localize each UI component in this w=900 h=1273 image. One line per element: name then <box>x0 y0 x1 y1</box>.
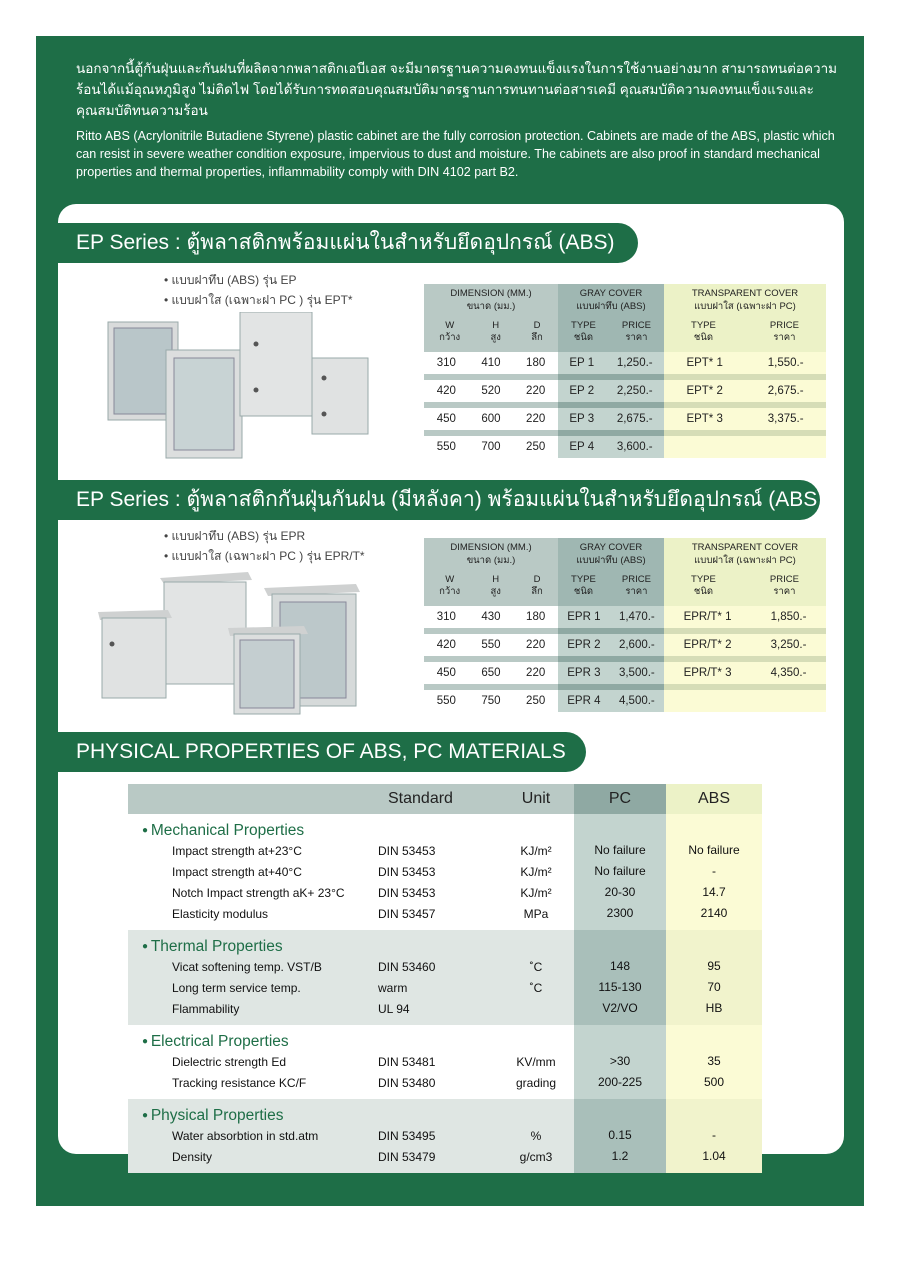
property-group-header <box>128 930 762 956</box>
table-row <box>128 882 762 903</box>
dim-h: 700 <box>481 441 501 453</box>
dim-w: 420 <box>436 385 456 397</box>
gray-type: EP 3 <box>569 413 595 425</box>
property-unit: KJ/m² <box>520 885 552 900</box>
dimension-header-th: ขนาด (มม.) <box>466 555 516 566</box>
table-row <box>128 977 762 998</box>
dimension-cell <box>424 634 558 656</box>
abs-column-fill <box>666 1025 762 1051</box>
property-group-title: ● Thermal Properties <box>128 938 574 956</box>
table-row <box>424 352 826 374</box>
property-standard: DIN 53457 <box>378 906 436 921</box>
table-row <box>424 662 826 684</box>
h-header-th: สูง <box>490 586 501 597</box>
property-abs-value: HB <box>666 998 762 1019</box>
gray-type: EPR 2 <box>567 639 601 651</box>
property-name: Long term service temp. <box>172 980 301 995</box>
dimension-cell <box>424 380 558 402</box>
gray-price: 2,675.- <box>616 413 653 425</box>
property-name: Vicat softening temp. VST/B <box>172 959 322 974</box>
price-header-th: ราคา <box>625 332 648 343</box>
property-standard: UL 94 <box>378 1001 410 1016</box>
price-header-th: ราคา <box>773 586 796 597</box>
transparent-cover-cell <box>664 436 826 458</box>
trans-type: EPT* 3 <box>686 413 723 425</box>
property-pc-value: V2/VO <box>574 998 666 1019</box>
gray-type: EP 1 <box>569 357 595 369</box>
dim-h: 550 <box>481 639 501 651</box>
abs-column-fill <box>666 930 762 956</box>
property-pc-value: 148 <box>574 956 666 977</box>
property-standard: DIN 53495 <box>378 1128 436 1143</box>
h-header-th: สูง <box>490 332 501 343</box>
w-header: W <box>445 574 455 585</box>
w-header-th: กว้าง <box>439 332 461 343</box>
dim-w: 550 <box>436 695 456 707</box>
physical-table-header <box>128 784 762 814</box>
property-pc-value: 0.15 <box>574 1125 666 1146</box>
ep-series-title: EP Series : ตู้พลาสติกพร้อมแผ่นในสำหรับยึดอุปกรณ์ (ABS) <box>36 223 638 263</box>
table-row <box>424 408 826 430</box>
dim-w: 310 <box>436 357 456 369</box>
gray-cover-header: GRAY COVER <box>579 288 643 299</box>
transparent-cover-cell <box>664 634 826 656</box>
property-standard: DIN 53460 <box>378 959 436 974</box>
trans-price: 1,550.- <box>767 357 804 369</box>
page-frame <box>36 36 864 1206</box>
trans-type: EPR/T* 2 <box>683 639 732 651</box>
property-group-header <box>128 1099 762 1125</box>
gray-cover-cell <box>558 690 664 712</box>
dim-d: 180 <box>526 357 546 369</box>
pc-header: PC <box>574 784 666 814</box>
property-unit: MPa <box>523 906 549 921</box>
property-pc-value: 1.2 <box>574 1146 666 1167</box>
dim-h: 430 <box>481 611 501 623</box>
epr-bullet-2: • แบบฝาใส (เฉพาะฝา PC ) รุ่น EPR/T* <box>164 546 365 566</box>
property-unit: KJ/m² <box>520 864 552 879</box>
gray-type: EPR 4 <box>567 695 601 707</box>
property-abs-value: 500 <box>666 1072 762 1093</box>
type-header: TYPE <box>571 320 596 331</box>
property-name: Tracking resistance KC/F <box>172 1075 307 1090</box>
price-header: PRICE <box>621 320 651 331</box>
type-header-th: ชนิด <box>573 332 593 343</box>
gray-cover-cell <box>558 606 664 628</box>
table-row <box>128 861 762 882</box>
property-unit: ˚C <box>529 959 543 974</box>
dimension-cell <box>424 352 558 374</box>
ep-cabinet-image <box>102 312 402 462</box>
property-name: Impact strength at+23°C <box>172 843 302 858</box>
ep-price-table <box>424 284 826 458</box>
intro-thai-text: นอกจากนี้ตู้กันฝุ่นและกันฝนที่ผลิตจากพลาสติกเอบีเอส จะมีมาตรฐานความคงทนแข็งแรงในการใช้งานอย่างมาก สามารถทนต่อความร้อนได้แม้อุณหภูมิสูง ไม่ติดไฟ โดยได้รับการทดสอบคุณสมบัติมาตรฐานการทนทานต่อสารเคมี คุณสมบัติความคงทนแข็งแรงและคุณสมบัติทนความร้อน <box>76 61 838 118</box>
d-header-th: ลึก <box>531 586 543 597</box>
property-abs-value: No failure <box>666 840 762 861</box>
unit-header: Unit <box>521 790 551 807</box>
dim-h: 650 <box>481 667 501 679</box>
physical-properties-title: PHYSICAL PROPERTIES OF ABS, PC MATERIALS <box>36 732 586 772</box>
ep-bullet-2: • แบบฝาใส (เฉพาะฝา PC ) รุ่น EPT* <box>164 290 353 310</box>
dimension-header-th: ขนาด (มม.) <box>466 301 516 312</box>
dim-h: 600 <box>481 413 501 425</box>
dim-d: 180 <box>526 611 546 623</box>
dim-w: 550 <box>436 441 456 453</box>
property-group-title: ● Electrical Properties <box>128 1033 574 1051</box>
gray-price: 1,250.- <box>616 357 653 369</box>
table-row <box>424 436 826 458</box>
epr-bullets <box>164 526 365 566</box>
dim-w: 450 <box>436 413 456 425</box>
group-padding <box>128 1167 762 1173</box>
property-standard: DIN 53480 <box>378 1075 436 1090</box>
property-unit: grading <box>515 1075 557 1090</box>
dim-d: 220 <box>526 667 546 679</box>
trans-price: 2,675.- <box>767 385 804 397</box>
property-abs-value: 14.7 <box>666 882 762 903</box>
table-row <box>128 903 762 924</box>
gray-price: 3,600.- <box>616 441 653 453</box>
abs-column-fill <box>666 1167 762 1173</box>
table-row <box>128 1146 762 1167</box>
type-header: TYPE <box>571 574 596 585</box>
gray-price: 2,250.- <box>616 385 653 397</box>
transparent-cover-cell <box>664 606 826 628</box>
dimension-header: DIMENSION (MM.) <box>450 288 532 299</box>
intro-english-text: Ritto ABS (Acrylonitrile Butadiene Styrene) plastic cabinet are the fully corrosion protection. Cabinets are made of the ABS, plastic which can resist in severe weather condition exposure, impervious to dust and moisture. The cabinets are also proof in standard mechanical properties and thermal properties, inflammability comply with DIN 4102 part B2. <box>76 129 835 179</box>
property-name: Flammability <box>172 1001 240 1016</box>
dim-d: 220 <box>526 413 546 425</box>
type-header-th: ชนิด <box>693 586 713 597</box>
table-row <box>424 690 826 712</box>
property-abs-value: 70 <box>666 977 762 998</box>
property-pc-value: >30 <box>574 1051 666 1072</box>
transparent-cover-cell <box>664 408 826 430</box>
property-abs-value: 1.04 <box>666 1146 762 1167</box>
property-name: Dielectric strength Ed <box>172 1054 287 1069</box>
gray-type: EPR 3 <box>567 667 601 679</box>
property-unit: KJ/m² <box>520 843 552 858</box>
property-abs-value: - <box>666 1125 762 1146</box>
dim-h: 410 <box>481 357 501 369</box>
table-row <box>424 606 826 628</box>
type-header: TYPE <box>691 320 716 331</box>
pc-column-fill <box>574 1167 666 1173</box>
gray-type: EP 2 <box>569 385 595 397</box>
property-standard: warm <box>378 980 408 995</box>
pc-column-fill <box>574 814 666 840</box>
trans-price: 1,850.- <box>770 611 807 623</box>
dim-w: 450 <box>436 667 456 679</box>
dim-d: 220 <box>526 639 546 651</box>
gray-price: 1,470.- <box>618 611 655 623</box>
epr-bullet-1: • แบบฝาทึบ (ABS) รุ่น EPR <box>164 526 365 546</box>
property-group-title: ● Physical Properties <box>128 1107 574 1125</box>
trans-type: EPT* 2 <box>686 385 723 397</box>
price-header-th: ราคา <box>625 586 648 597</box>
gray-type: EP 4 <box>569 441 595 453</box>
table-row <box>128 1072 762 1093</box>
standard-header: Standard <box>388 790 453 807</box>
dim-d: 220 <box>526 385 546 397</box>
w-header-th: กว้าง <box>439 586 461 597</box>
ep-bullet-1: • แบบฝาทึบ (ABS) รุ่น EP <box>164 270 353 290</box>
ep-bullets <box>164 270 353 310</box>
property-pc-value: 20-30 <box>574 882 666 903</box>
trans-type: EPR/T* 1 <box>683 611 732 623</box>
intro <box>76 58 846 181</box>
property-name: Elasticity modulus <box>172 906 269 921</box>
h-header: H <box>492 574 500 585</box>
price-header: PRICE <box>621 574 651 585</box>
property-unit: % <box>530 1128 542 1143</box>
epr-cabinet-image <box>96 570 406 720</box>
trans-type: EPT* 1 <box>686 357 723 369</box>
content-panel <box>58 204 844 1164</box>
dim-w: 310 <box>436 611 456 623</box>
gray-price: 2,600.- <box>618 639 655 651</box>
transparent-cover-cell <box>664 690 826 712</box>
table-row <box>128 956 762 977</box>
property-standard: DIN 53481 <box>378 1054 436 1069</box>
trans-type: EPR/T* 3 <box>683 667 732 679</box>
dimension-cell <box>424 408 558 430</box>
property-abs-value: 2140 <box>666 903 762 924</box>
dimension-header: DIMENSION (MM.) <box>450 542 532 553</box>
dim-h: 750 <box>481 695 501 707</box>
gray-cover-cell <box>558 352 664 374</box>
gray-cover-cell <box>558 662 664 684</box>
price-header: PRICE <box>769 320 799 331</box>
transparent-cover-cell <box>664 662 826 684</box>
property-standard: DIN 53453 <box>378 843 436 858</box>
property-name: Density <box>172 1149 213 1164</box>
type-header-th: ชนิด <box>573 586 593 597</box>
dim-d: 250 <box>526 441 546 453</box>
price-header: PRICE <box>769 574 799 585</box>
w-header: W <box>445 320 455 331</box>
pc-column-fill <box>574 1025 666 1051</box>
property-group-title: ● Mechanical Properties <box>128 822 574 840</box>
dimension-cell <box>424 690 558 712</box>
transparent-cover-cell <box>664 352 826 374</box>
physical-properties-table <box>128 784 762 1173</box>
abs-column-fill <box>666 814 762 840</box>
dim-w: 420 <box>436 639 456 651</box>
dim-d: 250 <box>526 695 546 707</box>
gray-cover-cell <box>558 408 664 430</box>
property-abs-value: - <box>666 861 762 882</box>
d-header-th: ลึก <box>531 332 543 343</box>
property-pc-value: 2300 <box>574 903 666 924</box>
property-group-header <box>128 1025 762 1051</box>
price-header-th: ราคา <box>773 332 796 343</box>
transparent-cover-header-th: แบบฝาใส (เฉพาะฝา PC) <box>694 301 796 312</box>
table-row <box>128 1125 762 1146</box>
property-pc-value: 115-130 <box>574 977 666 998</box>
trans-price: 3,250.- <box>770 639 807 651</box>
gray-type: EPR 1 <box>567 611 601 623</box>
dimension-cell <box>424 606 558 628</box>
property-standard: DIN 53479 <box>378 1149 436 1164</box>
transparent-cover-header: TRANSPARENT COVER <box>691 542 799 553</box>
table-row <box>424 634 826 656</box>
property-unit: KV/mm <box>516 1054 556 1069</box>
abs-column-fill <box>666 1099 762 1125</box>
type-header: TYPE <box>691 574 716 585</box>
abs-header: ABS <box>666 784 762 814</box>
transparent-cover-header-th: แบบฝาใส (เฉพาะฝา PC) <box>694 555 796 566</box>
gray-cover-header-th: แบบฝาทึบ (ABS) <box>576 555 646 566</box>
property-group-header <box>128 814 762 840</box>
property-abs-value: 35 <box>666 1051 762 1072</box>
table-row <box>424 380 826 402</box>
property-standard: DIN 53453 <box>378 885 436 900</box>
property-name: Notch Impact strength aK+ 23°C <box>172 885 345 900</box>
gray-cover-header-th: แบบฝาทึบ (ABS) <box>576 301 646 312</box>
epr-series-title: EP Series : ตู้พลาสติกกันฝุ่นกันฝน (มีหลังคา) พร้อมแผ่นในสำหรับยึดอุปกรณ์ (ABS) <box>36 480 820 520</box>
transparent-cover-header: TRANSPARENT COVER <box>691 288 799 299</box>
h-header: H <box>492 320 500 331</box>
table-row <box>128 998 762 1019</box>
property-pc-value: No failure <box>574 840 666 861</box>
property-unit: g/cm3 <box>519 1149 553 1164</box>
gray-price: 3,500.- <box>618 667 655 679</box>
dimension-cell <box>424 436 558 458</box>
transparent-cover-cell <box>664 380 826 402</box>
property-name: Water absorbtion in std.atm <box>172 1128 319 1143</box>
property-pc-value: 200-225 <box>574 1072 666 1093</box>
gray-cover-header: GRAY COVER <box>579 542 643 553</box>
d-header: D <box>533 320 541 331</box>
trans-price: 4,350.- <box>770 667 807 679</box>
dim-h: 520 <box>481 385 501 397</box>
trans-price: 3,375.- <box>767 413 804 425</box>
gray-cover-cell <box>558 634 664 656</box>
property-unit: ˚C <box>529 980 543 995</box>
dimension-cell <box>424 662 558 684</box>
property-pc-value: No failure <box>574 861 666 882</box>
property-abs-value: 95 <box>666 956 762 977</box>
pc-column-fill <box>574 930 666 956</box>
epr-price-table <box>424 538 826 712</box>
table-row <box>128 840 762 861</box>
type-header-th: ชนิด <box>693 332 713 343</box>
gray-cover-cell <box>558 436 664 458</box>
d-header: D <box>533 574 541 585</box>
table-row <box>128 1051 762 1072</box>
pc-column-fill <box>574 1099 666 1125</box>
gray-price: 4,500.- <box>618 695 655 707</box>
gray-cover-cell <box>558 380 664 402</box>
property-name: Impact strength at+40°C <box>172 864 302 879</box>
property-standard: DIN 53453 <box>378 864 436 879</box>
